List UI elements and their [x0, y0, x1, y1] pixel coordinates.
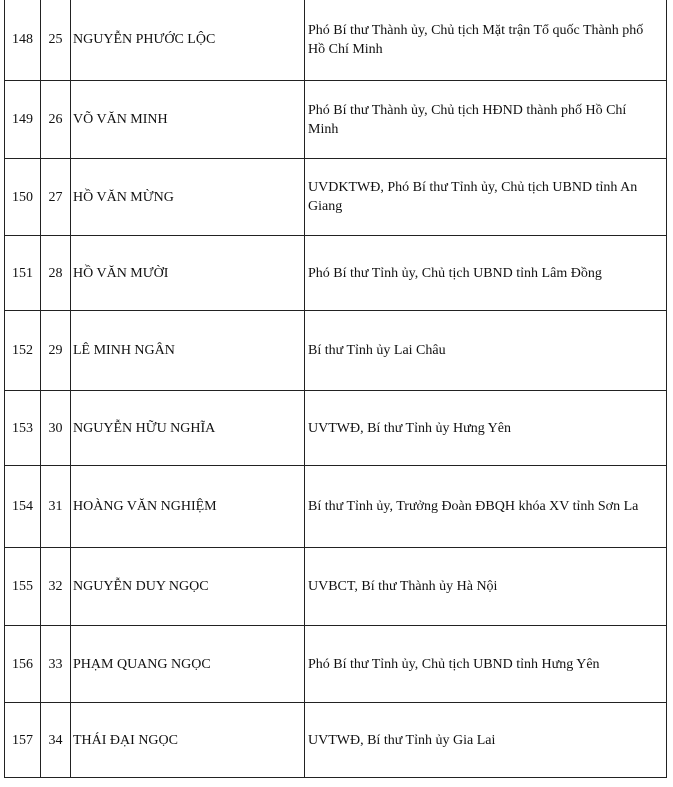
- table-row: [5, 548, 667, 626]
- row-group-number: 27: [41, 159, 71, 236]
- row-group-number: 30: [41, 391, 71, 466]
- row-position: Phó Bí thư Thành ủy, Chủ tịch Mặt trận Tổ quốc Thành phố Hồ Chí Minh: [305, 0, 667, 81]
- row-position: Phó Bí thư Tỉnh ủy, Chủ tịch UBND tỉnh Hưng Yên: [305, 626, 667, 703]
- table-row: [5, 159, 667, 236]
- candidate-table: [4, 0, 667, 778]
- table-row: [5, 391, 667, 466]
- table-row: [5, 703, 667, 778]
- row-overall-number: 150: [5, 159, 41, 236]
- row-position: Bí thư Tỉnh ủy, Trưởng Đoàn ĐBQH khóa XV tỉnh Sơn La: [305, 466, 667, 548]
- row-full-name: THÁI ĐẠI NGỌC: [71, 703, 305, 778]
- table-row: [5, 0, 667, 81]
- row-position: Phó Bí thư Tỉnh ủy, Chủ tịch UBND tỉnh Lâm Đồng: [305, 236, 667, 311]
- row-full-name: VÕ VĂN MINH: [71, 81, 305, 159]
- row-position: UVDKTWĐ, Phó Bí thư Tỉnh ủy, Chủ tịch UBND tỉnh An Giang: [305, 159, 667, 236]
- table-row: [5, 626, 667, 703]
- row-overall-number: 153: [5, 391, 41, 466]
- row-group-number: 31: [41, 466, 71, 548]
- row-overall-number: 157: [5, 703, 41, 778]
- row-group-number: 32: [41, 548, 71, 626]
- row-overall-number: 148: [5, 0, 41, 81]
- row-full-name: HỒ VĂN MƯỜI: [71, 236, 305, 311]
- row-full-name: NGUYỄN PHƯỚC LỘC: [71, 0, 305, 81]
- row-full-name: NGUYỄN HỮU NGHĨA: [71, 391, 305, 466]
- row-full-name: HOÀNG VĂN NGHIỆM: [71, 466, 305, 548]
- row-position: Bí thư Tỉnh ủy Lai Châu: [305, 311, 667, 391]
- table-row: [5, 311, 667, 391]
- row-full-name: PHẠM QUANG NGỌC: [71, 626, 305, 703]
- row-group-number: 26: [41, 81, 71, 159]
- row-overall-number: 155: [5, 548, 41, 626]
- row-overall-number: 156: [5, 626, 41, 703]
- row-group-number: 29: [41, 311, 71, 391]
- row-overall-number: 149: [5, 81, 41, 159]
- row-group-number: 28: [41, 236, 71, 311]
- row-group-number: 25: [41, 0, 71, 81]
- table-row: [5, 81, 667, 159]
- row-position: UVBCT, Bí thư Thành ủy Hà Nội: [305, 548, 667, 626]
- table-row: [5, 466, 667, 548]
- row-overall-number: 151: [5, 236, 41, 311]
- row-position: UVTWĐ, Bí thư Tỉnh ủy Gia Lai: [305, 703, 667, 778]
- table-row: [5, 236, 667, 311]
- row-full-name: LÊ MINH NGÂN: [71, 311, 305, 391]
- row-position: Phó Bí thư Thành ủy, Chủ tịch HĐND thành phố Hồ Chí Minh: [305, 81, 667, 159]
- row-group-number: 33: [41, 626, 71, 703]
- row-group-number: 34: [41, 703, 71, 778]
- row-overall-number: 152: [5, 311, 41, 391]
- row-full-name: HỒ VĂN MỪNG: [71, 159, 305, 236]
- row-full-name: NGUYỄN DUY NGỌC: [71, 548, 305, 626]
- row-overall-number: 154: [5, 466, 41, 548]
- row-position: UVTWĐ, Bí thư Tỉnh ủy Hưng Yên: [305, 391, 667, 466]
